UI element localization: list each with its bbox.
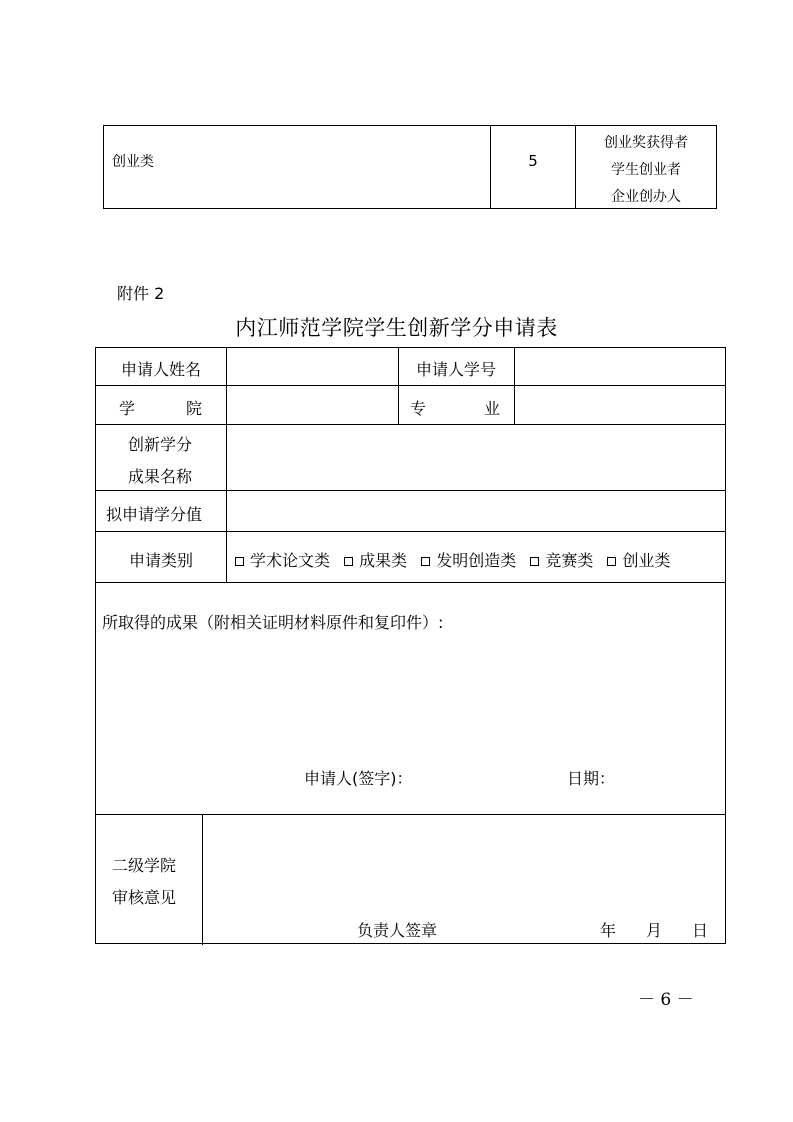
college-label-2: 院 <box>186 399 203 418</box>
college-field[interactable] <box>227 386 397 423</box>
recipient-2: 学生创业者 <box>611 162 681 178</box>
option-competition[interactable]: 竞赛类 <box>530 551 593 570</box>
recipients-cell <box>576 126 716 208</box>
review-opinion-field[interactable] <box>203 815 724 910</box>
checkbox-icon[interactable] <box>421 557 430 566</box>
continuation-table <box>103 125 717 209</box>
option-academic-paper[interactable]: 学术论文类 <box>235 551 330 570</box>
checkbox-icon[interactable] <box>530 557 539 566</box>
results-prompt: 所取得的成果（附相关证明材料原件和复印件）: <box>102 613 444 632</box>
results-field[interactable] <box>97 638 724 758</box>
achievement-name-field[interactable] <box>227 425 724 489</box>
college-label-1: 学 <box>119 399 136 418</box>
review-label-1: 二级学院 <box>112 856 177 875</box>
attachment-label: 附件 2 <box>117 284 165 303</box>
applicant-signature-label: 申请人(签字)： <box>304 769 413 788</box>
checkbox-icon[interactable] <box>344 557 353 566</box>
form-title: 内江师范学院学生创新学分申请表 <box>235 316 558 340</box>
checkbox-icon[interactable] <box>607 557 616 566</box>
responsible-signature-label: 负责人签章 <box>357 921 438 940</box>
category-label: 申请类别 <box>128 551 193 570</box>
day-label: 日 <box>692 921 709 940</box>
major-field[interactable] <box>515 386 724 423</box>
year-label: 年 <box>600 921 617 940</box>
application-form <box>95 347 726 944</box>
category-options <box>235 548 670 571</box>
credit-value-field[interactable] <box>227 491 724 530</box>
recipient-1: 创业奖获得者 <box>604 135 688 151</box>
checkbox-icon[interactable] <box>235 557 244 566</box>
major-label-1: 专 <box>410 399 427 418</box>
credit-value-label: 拟申请学分值 <box>106 505 203 524</box>
option-entrepreneurship[interactable]: 创业类 <box>607 551 670 570</box>
recipient-3: 企业创办人 <box>611 189 681 205</box>
row-divider <box>96 531 725 532</box>
student-id-field[interactable] <box>515 349 724 384</box>
applicant-name-label: 申请人姓名 <box>120 360 201 379</box>
row-divider <box>96 582 725 583</box>
category-cell <box>104 126 491 208</box>
review-label-2: 审核意见 <box>112 888 177 907</box>
page-number: － 6 － <box>638 990 694 1010</box>
category-text: 创业类 <box>112 154 154 170</box>
achievement-label-2: 成果名称 <box>128 467 193 486</box>
credit-text: 5 <box>528 152 538 170</box>
option-invention[interactable]: 发明创造类 <box>421 551 516 570</box>
achievement-label-1: 创新学分 <box>128 435 193 454</box>
major-label-2: 业 <box>484 399 501 418</box>
month-label: 月 <box>646 921 663 940</box>
date-label: 日期： <box>567 769 616 788</box>
applicant-name-field[interactable] <box>227 349 397 384</box>
credit-cell <box>491 126 576 208</box>
option-achievement[interactable]: 成果类 <box>344 551 407 570</box>
student-id-label: 申请人学号 <box>415 360 496 379</box>
